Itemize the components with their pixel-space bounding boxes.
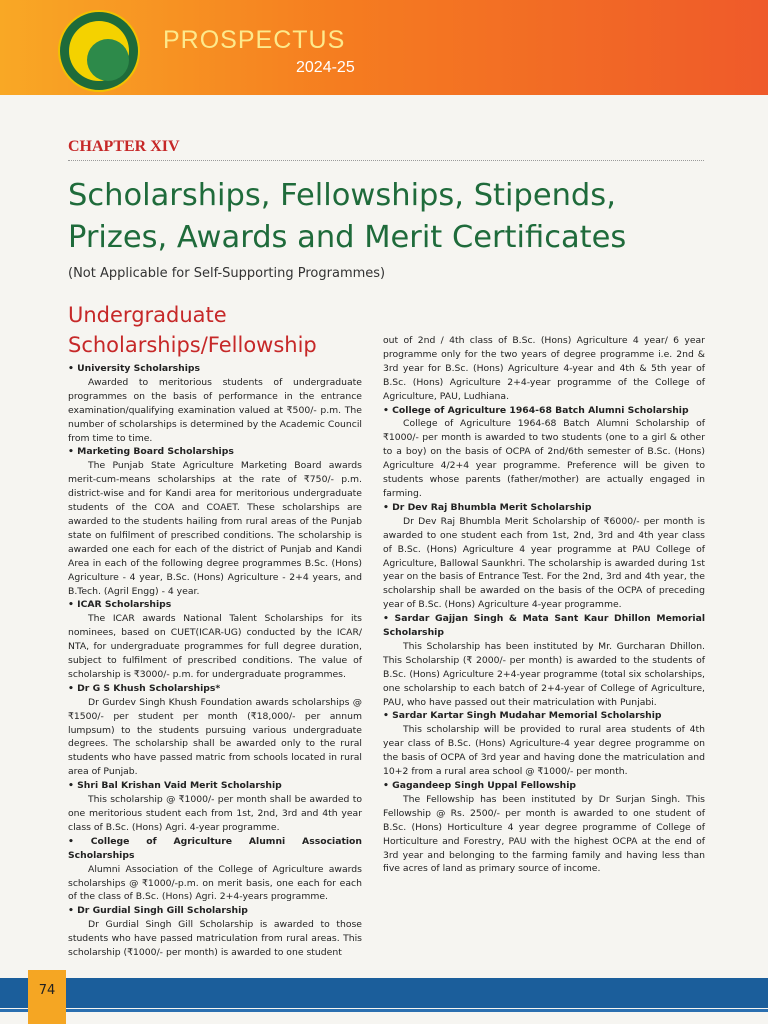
scholarship-body: This Scholarship has been instituted by Mr. Gurcharan Dhillon. This Scholarship (₹ 2000/- per month) is awarded to the students of B.Sc. (Hons) Agriculture 2+4-year programme (total six scholarships, one scholarship to each batch of 2+4-year of College of Agriculture, PAU, who have passed out their matriculation with Punjabi. <box>383 640 705 708</box>
scholarship-body: College of Agriculture 1964-68 Batch Alumni Scholarship of ₹1000/- per month is awarded to two students (one to a girl & other to a boy) on the basis of OCPA of 2nd/6th semester of B.Sc. (Hons) Agriculture 4/2+4 year programme. Preference will be given to students whose parents (father/mother) are actually engaged in farming. <box>383 418 705 499</box>
scholarship-heading: • College of Agriculture 1964-68 Batch Alumni Scholarship <box>383 404 689 416</box>
continued-text: out of 2nd / 4th class of B.Sc. (Hons) Agriculture 4 year/ 6 year programme only for the two years of degree programme i.e. 2nd & 3rd year for B.Sc. (Hons) Agriculture 4-year and 4th & 5th year of B.Sc. (Hons) Agriculture 2+4-year programme of the College of Agriculture, PAU, Ludhiana. <box>383 335 705 402</box>
scholarship-body: Dr Gurdial Singh Gill Scholarship is awarded to those students who have passed matriculation from rural areas. This scholarship (₹1000/- per month) is awarded to one student <box>68 919 362 959</box>
section-heading-line-1: Undergraduate <box>68 303 227 327</box>
left-column <box>68 362 362 960</box>
university-logo <box>58 10 140 92</box>
scholarship-body: This scholarship will be provided to rural area students of 4th year class of B.Sc. (Hons) Agriculture-4 year degree programme on the basis of OCPA of 3rd year and having done the matriculation and 10+2 from a rural area school @ ₹1000/- per month. <box>383 724 705 778</box>
prospectus-title: PROSPECTUS <box>163 26 346 54</box>
scholarship-heading: • Gagandeep Singh Uppal Fellowship <box>383 780 576 791</box>
right-column <box>383 334 705 876</box>
page-number: 74 <box>28 970 66 1024</box>
page-title <box>68 175 708 259</box>
scholarship-heading: • Dr G S Khush Scholarships* <box>68 682 221 694</box>
prospectus-year: 2024-25 <box>296 59 355 76</box>
divider <box>68 160 704 161</box>
scholarship-heading: • Shri Bal Krishan Vaid Merit Scholarship <box>68 780 282 792</box>
scholarship-body: The Punjab State Agriculture Marketing Board awards merit-cum-means scholarships at the rate of ₹750/- p.m. district-wise and for Kandi area for meritorious undergraduate students of the COA and COAET. These scholarships are awarded to the students hailing from rural areas of the Punjab state on fulfilment of prescribed conditions. The scholarship is awarded one each for each of the district of Punjab and Kandi Area in each of the following degree programmes B.Sc. (Hons) Agriculture - 4 year, B.Sc. (Hons) Agriculture - 2+4 years, and B.Tech. (Agril Engg) - 4 year. <box>68 460 362 597</box>
section-heading <box>68 300 368 360</box>
scholarship-body: Dr Dev Raj Bhumbla Merit Scholarship of ₹6000/- per month is awarded to one student each from 1st, 2nd, 3rd and 4th year class of B.Sc. (Hons) Agriculture 4 year programme at PAU College of Agriculture, Ballowal Saunkhri. The scholarship is awarded during 1st year on the basis of Entrance Test. For the 2nd, 3rd and 4th year, the scholarship shall be awarded on the basis of the OCPA of preceding year of B.Sc. (Hons) Agriculture 4-year programme. <box>383 515 705 611</box>
scholarship-heading: • College of Agriculture Alumni Association Scholarships <box>68 835 362 861</box>
scholarship-body: This scholarship @ ₹1000/- per month shall be awarded to one meritorious student each from 1st, 2nd, 3rd and 4th year class of B.Sc. (Hons) Agri. 4-year programme. <box>68 794 362 833</box>
title-line-2: Prizes, Awards and Merit Certificates <box>68 220 627 255</box>
scholarship-body: The Fellowship has been instituted by Dr Surjan Singh. This Fellowship @ Rs. 2500/- per month is awarded to one student of B.Sc. (Hons) Horticulture 4 year degree programme of College of Horticulture and Forestry, PAU with the highest OCPA at the end of 3rd year and belonging to the farming family and having less than five acres of land as primary source of income. <box>383 793 705 875</box>
scholarship-body: Dr Gurdev Singh Khush Foundation awards scholarships @ ₹1500/- per student per month (₹18,000/- per annum lumpsum) to the students pursuing various undergraduate degrees. The scholarship shall be awarded only to the rural students who have passed matric from schools located in rural area of Punjab. <box>68 696 362 778</box>
scholarship-heading: • Sardar Gajjan Singh & Mata Sant Kaur Dhillon Memorial Scholarship <box>383 613 705 639</box>
scholarship-body: The ICAR awards National Talent Scholarships for its nominees, based on CUET(ICAR-UG) conducted by the ICAR/ NTA, for undergraduate programmes for full degree duration, subject to fulfilment of prescribed conditions. The value of scholarship is ₹3000/- p.m. for undergraduate programmes. <box>68 613 362 680</box>
section-heading-line-2: Scholarships/Fellowship <box>68 333 317 357</box>
header-banner <box>0 0 768 95</box>
scholarship-heading: • ICAR Scholarships <box>68 599 172 611</box>
scholarship-heading: • Dr Gurdial Singh Gill Scholarship <box>68 905 248 917</box>
footer-line <box>0 1009 768 1012</box>
page-subtitle: (Not Applicable for Self-Supporting Programmes) <box>68 266 386 281</box>
scholarship-heading: • Marketing Board Scholarships <box>68 446 234 458</box>
scholarship-heading: • Dr Dev Raj Bhumbla Merit Scholarship <box>383 501 592 513</box>
scholarship-body: Awarded to meritorious students of undergraduate programmes on the basis of performance in the entrance examination/qualifying examination valued at ₹500/- p.m. The number of scholarships is determined by the Academic Council from time to time. <box>68 376 362 444</box>
scholarship-body: Alumni Association of the College of Agriculture awards scholarships @ ₹1000/-p.m. on merit basis, one each for each of the class of B.Sc. (Hons) Agri. 2+4-years programme. <box>68 863 362 903</box>
chapter-label: CHAPTER XIV <box>68 138 180 155</box>
footer-bar <box>0 978 768 1008</box>
scholarship-heading: • University Scholarships <box>68 363 201 374</box>
title-line-1: Scholarships, Fellowships, Stipends, <box>68 178 616 213</box>
scholarship-heading: • Sardar Kartar Singh Mudahar Memorial Scholarship <box>383 710 662 722</box>
logo-ring <box>69 21 129 81</box>
logo-emblem <box>87 39 129 81</box>
